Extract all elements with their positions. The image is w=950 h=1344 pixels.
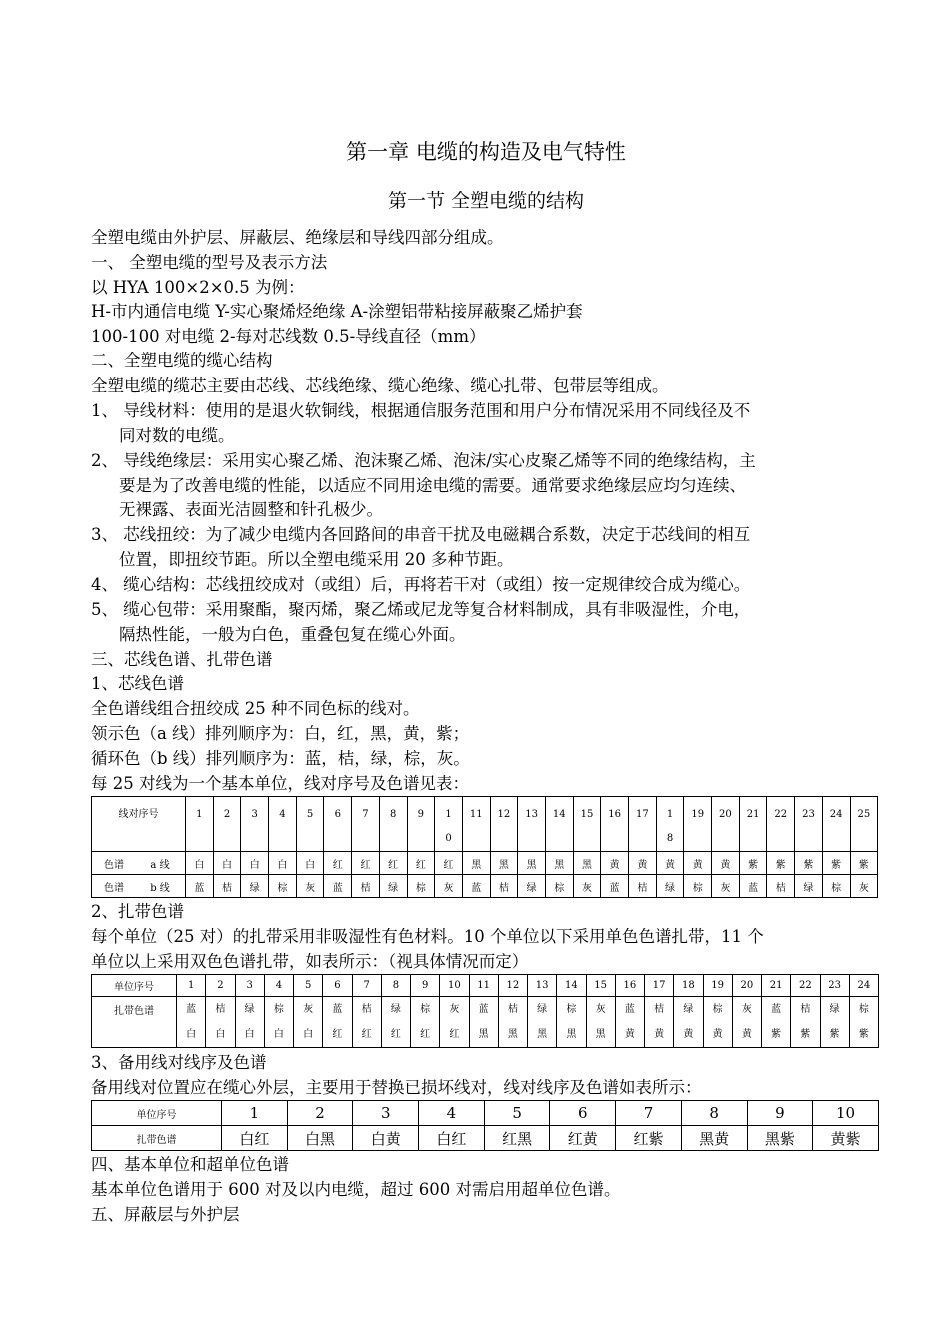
paragraph: 基本单位色谱用于 600 对及以内电缆，超过 600 对需启用超单位色谱。 [91,1180,621,1199]
binder-color-primary: 棕 [566,1004,577,1015]
binder-color-primary: 绿 [683,1004,694,1015]
a-wire-color-cell: 黄 [656,852,684,875]
table-row [92,997,879,1048]
b-wire-color-cell: 绿 [656,875,684,898]
paragraph: 备用线对位置应在缆心外层，主要用于替换已损坏线对，线对线序及色谱如表所示： [91,1078,702,1097]
binder-color-secondary: 黑 [507,1029,518,1040]
spare-color-cell: 黑黄 [681,1126,747,1151]
a-wire-color-cell: 白 [241,852,269,875]
unit-number-cell: 20 [732,975,761,997]
unit-number-cell: 15 [586,975,615,997]
binder-color-primary: 棕 [712,1004,723,1015]
pair-number-cell: 17 [629,797,657,852]
row-label: 色谱 [104,882,124,894]
binder-color-secondary: 黄 [624,1029,635,1040]
binder-color-cell [586,997,615,1048]
a-wire-color-cell: 紫 [795,852,823,875]
binder-color-secondary: 紫 [800,1029,811,1040]
binder-color-cell [177,997,206,1048]
a-wire-color-cell: 白 [186,852,214,875]
row-label: 色谱 [104,859,124,871]
spare-unit-number-cell: 2 [287,1101,353,1126]
a-wire-color-cell: 红 [324,852,352,875]
pair-number-cell: 23 [795,797,823,852]
pair-number-cell: 15 [573,797,601,852]
binder-color-primary: 灰 [303,1004,314,1015]
b-wire-color-cell: 桔 [490,875,518,898]
table-header-row [92,975,879,997]
binder-color-secondary: 紫 [858,1029,869,1040]
binder-color-primary: 蓝 [478,1004,489,1015]
pair-number-cell: 2 [213,797,241,852]
paragraph: 100-100 对电缆 2-每对芯线数 0.5-导线直径（mm） [91,327,486,346]
pair-number-cell: 9 [407,797,435,852]
paragraph: 循环色（b 线）排列顺序为：蓝，桔，绿，棕，灰。 [91,749,470,768]
binder-color-secondary: 黑 [478,1029,489,1040]
spare-unit-number-cell: 8 [681,1101,747,1126]
binder-color-secondary: 黄 [712,1029,723,1040]
b-wire-color-cell: 蓝 [601,875,629,898]
paragraph: 单位以上采用双色色谱扎带，如表所示：（视具体情况而定） [91,952,529,971]
binder-color-primary: 灰 [595,1004,606,1015]
binder-color-secondary: 黄 [741,1029,752,1040]
binder-color-primary: 桔 [654,1004,665,1015]
binder-color-primary: 蓝 [332,1004,343,1015]
table-header-row [92,797,878,852]
unit-number-cell: 4 [264,975,293,997]
table-header-row [92,1101,879,1126]
pair-number-cell: 1 [186,797,214,852]
paragraph: H-市内通信电缆 Y-实心聚烯烃绝缘 A-涂塑铝带粘接屏蔽聚乙烯护套 [91,302,583,321]
binder-color-cell [615,997,644,1048]
b-wire-color-cell: 绿 [379,875,407,898]
unit-number-cell: 19 [703,975,732,997]
a-wire-color-cell: 黑 [490,852,518,875]
paragraph: 全塑电缆由外护层、屏蔽层、绝缘层和导线四部分组成。 [91,228,504,247]
binder-color-cell [498,997,527,1048]
binder-color-primary: 灰 [449,1004,460,1015]
paragraph: 以 HYA 100×2×0.5 为例： [91,278,305,297]
binder-color-cell [820,997,849,1048]
binder-color-cell [323,997,352,1048]
a-wire-color-cell: 白 [296,852,324,875]
binder-color-primary: 绿 [829,1004,840,1015]
pair-number-cell: 7 [352,797,380,852]
a-wire-color-cell: 黑 [573,852,601,875]
binder-color-cell [440,997,469,1048]
unit-number-cell: 5 [294,975,323,997]
pair-number-cell: 5 [296,797,324,852]
unit-number-cell: 2 [206,975,235,997]
unit-number-cell: 12 [498,975,527,997]
binder-color-cell [674,997,703,1048]
b-wire-color-cell: 桔 [767,875,795,898]
unit-number-cell: 18 [674,975,703,997]
row-label-cell [92,852,186,875]
paragraph: 全色谱线组合扭绞成 25 种不同色标的线对。 [91,699,420,718]
binder-color-primary: 棕 [420,1004,431,1015]
binder-color-primary: 蓝 [624,1004,635,1015]
b-wire-color-cell: 绿 [795,875,823,898]
pair-number-cell: 12 [490,797,518,852]
spare-unit-number-cell: 1 [222,1101,288,1126]
binder-color-primary: 绿 [244,1004,255,1015]
binder-color-cell [557,997,586,1048]
heading: 三、芯线色谱、扎带色谱 [91,650,273,669]
binder-color-cell [645,997,674,1048]
b-wire-color-cell: 灰 [850,875,878,898]
b-wire-color-cell: 绿 [518,875,546,898]
row-label-cell [92,875,186,898]
b-wire-color-cell: 蓝 [739,875,767,898]
table-row [92,852,878,875]
binder-color-table [91,974,879,1048]
pair-number-cell: 13 [518,797,546,852]
pair-number-cell: 1 0 [435,797,463,852]
binder-color-primary: 绿 [537,1004,548,1015]
pair-number-cell: 25 [850,797,878,852]
a-wire-color-cell: 紫 [767,852,795,875]
binder-color-secondary: 白 [244,1029,255,1040]
subheading: 3、备用线对线序及色谱 [91,1053,267,1072]
list-item-continuation: 同对数的电缆。 [119,426,235,445]
unit-number-cell: 8 [381,975,410,997]
pair-number-cell: 8 [379,797,407,852]
pair-color-table [91,796,878,898]
list-item-continuation: 无裸露、表面光洁圆整和针孔极少。 [119,500,383,519]
unit-number-cell: 21 [762,975,791,997]
a-wire-color-cell: 黄 [684,852,712,875]
binder-color-secondary: 紫 [771,1029,782,1040]
table-header-label: 单位序号 [92,1101,222,1126]
b-wire-color-cell: 灰 [712,875,740,898]
binder-color-cell [703,997,732,1048]
a-wire-color-cell: 黄 [629,852,657,875]
binder-color-primary: 棕 [858,1004,869,1015]
pair-number-cell: 1 8 [656,797,684,852]
spare-color-cell: 白红 [222,1126,288,1151]
spare-pair-table [91,1100,879,1151]
list-item: 4、 缆心结构：芯线扭绞成对（或组）后，再将若干对（或组）按一定规律绞合成为缆心。 [91,575,751,594]
heading: 四、基本单位和超单位色谱 [91,1155,289,1174]
spare-color-cell: 黄紫 [813,1126,879,1151]
binder-color-cell [352,997,381,1048]
binder-color-primary: 绿 [390,1004,401,1015]
pair-number-cell: 16 [601,797,629,852]
binder-color-cell [235,997,264,1048]
binder-color-secondary: 红 [361,1029,372,1040]
binder-color-cell [206,997,235,1048]
a-wire-color-cell: 黑 [518,852,546,875]
binder-color-primary: 灰 [741,1004,752,1015]
table-row [92,875,878,898]
spare-color-cell: 白黑 [287,1126,353,1151]
a-wire-color-cell: 紫 [739,852,767,875]
list-item: 1、 导线材料：使用的是退火软铜线，根据通信服务范围和用户分布情况采用不同线径及不 [91,401,751,420]
paragraph: 全塑电缆的缆芯主要由芯线、芯线绝缘、缆心绝缘、缆心扎带、包带层等组成。 [91,376,669,395]
binder-color-cell [381,997,410,1048]
binder-color-secondary: 红 [332,1029,343,1040]
a-wire-color-cell: 紫 [850,852,878,875]
binder-color-primary: 桔 [800,1004,811,1015]
list-item-continuation: 隔热性能，一般为白色，重叠包复在缆心外面。 [119,625,466,644]
pair-number-cell: 21 [739,797,767,852]
b-wire-label: b 线 [150,882,170,894]
table-row [92,1126,879,1151]
binder-color-cell [791,997,820,1048]
paragraph: 每个单位（25 对）的扎带采用非吸湿性有色材料。10 个单位以下采用单色色谱扎带，11 个 [91,927,764,946]
b-wire-color-cell: 棕 [545,875,573,898]
subheading: 1、芯线色谱 [91,674,184,693]
spare-unit-number-cell: 4 [419,1101,485,1126]
pair-number-cell: 14 [545,797,573,852]
a-wire-color-cell: 红 [407,852,435,875]
list-item: 3、 芯线扭绞：为了减少电缆内各回路间的串音干扰及电磁耦合系数，决定于芯线间的相互 [91,525,751,544]
spare-color-cell: 白红 [419,1126,485,1151]
unit-number-cell: 17 [645,975,674,997]
unit-number-cell: 24 [849,975,878,997]
binder-color-cell [294,997,323,1048]
binder-color-secondary: 黑 [566,1029,577,1040]
b-wire-color-cell: 棕 [407,875,435,898]
b-wire-color-cell: 灰 [435,875,463,898]
unit-number-cell: 13 [528,975,557,997]
heading: 五、屏蔽层与外护层 [91,1205,240,1224]
binder-color-secondary: 红 [390,1029,401,1040]
heading: 二、全塑电缆的缆心结构 [91,351,273,370]
a-wire-label: a 线 [150,859,170,871]
b-wire-color-cell: 棕 [269,875,297,898]
paragraph: 每 25 对线为一个基本单位，线对序号及色谱见表： [91,774,469,793]
b-wire-color-cell: 灰 [296,875,324,898]
binder-color-primary: 蓝 [186,1004,197,1015]
spare-unit-number-cell: 3 [353,1101,419,1126]
spare-unit-number-cell: 9 [747,1101,813,1126]
list-item: 5、 缆心包带：采用聚酯，聚丙烯，聚乙烯或尼龙等复合材料制成，具有非吸湿性，介电， [91,600,751,619]
spare-unit-number-cell: 5 [484,1101,550,1126]
a-wire-color-cell: 红 [379,852,407,875]
binder-color-secondary: 黑 [537,1029,548,1040]
unit-number-cell: 1 [177,975,206,997]
pair-number-cell: 4 [269,797,297,852]
table-header-label: 线对序号 [92,797,186,852]
unit-number-cell: 6 [323,975,352,997]
binder-color-secondary: 黄 [654,1029,665,1040]
binder-color-secondary: 白 [186,1029,197,1040]
unit-number-cell: 3 [235,975,264,997]
a-wire-color-cell: 红 [435,852,463,875]
b-wire-color-cell: 桔 [213,875,241,898]
a-wire-color-cell: 紫 [822,852,850,875]
list-item-continuation: 位置，即扭绞节距。所以全塑电缆采用 20 多种节距。 [119,550,514,569]
unit-number-cell: 16 [615,975,644,997]
pair-number-cell: 6 [324,797,352,852]
b-wire-color-cell: 棕 [684,875,712,898]
binder-color-primary: 桔 [361,1004,372,1015]
binder-color-cell [411,997,440,1048]
list-item-continuation: 要是为了改善电缆的性能，以适应不同用途电缆的需要。通常要求绝缘层应均匀连续、 [119,476,746,495]
a-wire-color-cell: 红 [352,852,380,875]
list-item: 2、 导线绝缘层：采用实心聚乙烯、泡沫聚乙烯、泡沫/实心皮聚乙烯等不同的绝缘结构，主 [91,451,756,470]
b-wire-color-cell: 桔 [352,875,380,898]
b-wire-color-cell: 蓝 [324,875,352,898]
row-label: 扎带色谱 [92,997,177,1048]
binder-color-cell [469,997,498,1048]
unit-number-cell: 7 [352,975,381,997]
binder-color-secondary: 黑 [595,1029,606,1040]
row-label: 扎带色谱 [92,1126,222,1151]
binder-color-secondary: 白 [273,1029,284,1040]
a-wire-color-cell: 黄 [601,852,629,875]
unit-number-cell: 14 [557,975,586,997]
a-wire-color-cell: 黑 [545,852,573,875]
binder-color-primary: 桔 [507,1004,518,1015]
spare-color-cell: 黑紫 [747,1126,813,1151]
pair-number-cell: 22 [767,797,795,852]
unit-number-cell: 22 [791,975,820,997]
spare-unit-number-cell: 6 [550,1101,616,1126]
unit-number-cell: 10 [440,975,469,997]
binder-color-secondary: 白 [303,1029,314,1040]
binder-color-secondary: 红 [420,1029,431,1040]
spare-color-cell: 白黄 [353,1126,419,1151]
b-wire-color-cell: 桔 [629,875,657,898]
spare-unit-number-cell: 10 [813,1101,879,1126]
heading: 一、 全塑电缆的型号及表示方法 [91,253,328,272]
binder-color-secondary: 红 [449,1029,460,1040]
a-wire-color-cell: 黑 [462,852,490,875]
chapter-title: 第一章 电缆的构造及电气特性 [346,140,626,164]
pair-number-cell: 20 [712,797,740,852]
binder-color-cell [762,997,791,1048]
binder-color-primary: 桔 [215,1004,226,1015]
binder-color-secondary: 白 [215,1029,226,1040]
binder-color-primary: 棕 [273,1004,284,1015]
binder-color-cell [528,997,557,1048]
b-wire-color-cell: 灰 [573,875,601,898]
binder-color-cell [849,997,878,1048]
binder-color-primary: 蓝 [771,1004,782,1015]
pair-number-cell: 19 [684,797,712,852]
spare-color-cell: 红黄 [550,1126,616,1151]
a-wire-color-cell: 白 [269,852,297,875]
subheading: 2、扎带色谱 [91,902,184,921]
section-title: 第一节 全塑电缆的结构 [387,190,585,212]
b-wire-color-cell: 绿 [241,875,269,898]
binder-color-secondary: 黄 [683,1029,694,1040]
spare-color-cell: 红紫 [616,1126,682,1151]
a-wire-color-cell: 白 [213,852,241,875]
pair-number-cell: 11 [462,797,490,852]
b-wire-color-cell: 蓝 [186,875,214,898]
binder-color-cell [732,997,761,1048]
unit-number-cell: 23 [820,975,849,997]
table-header-label: 单位序号 [92,975,177,997]
pair-number-cell: 3 [241,797,269,852]
a-wire-color-cell: 黄 [712,852,740,875]
b-wire-color-cell: 棕 [822,875,850,898]
unit-number-cell: 11 [469,975,498,997]
spare-color-cell: 红黑 [484,1126,550,1151]
paragraph: 领示色（a 线）排列顺序为：白，红，黑，黄，紫； [91,724,470,743]
b-wire-color-cell: 蓝 [462,875,490,898]
binder-color-secondary: 紫 [829,1029,840,1040]
binder-color-cell [264,997,293,1048]
pair-number-cell: 24 [822,797,850,852]
spare-unit-number-cell: 7 [616,1101,682,1126]
unit-number-cell: 9 [411,975,440,997]
